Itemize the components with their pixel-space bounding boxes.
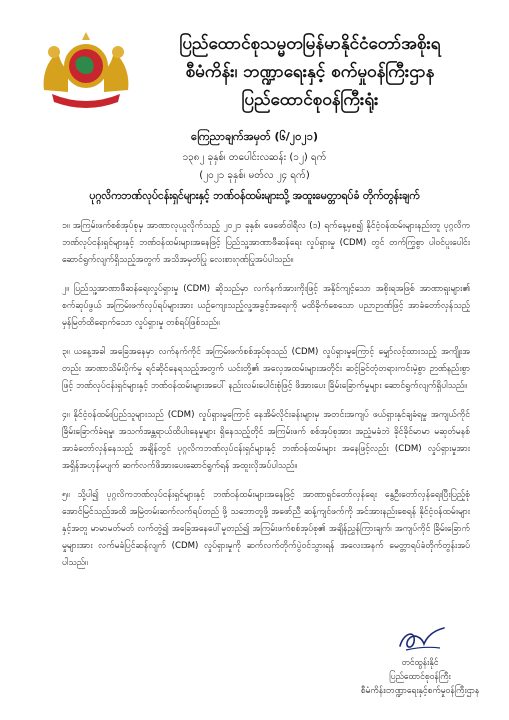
paragraph-2: ၂။ ပြည်သူ့အာဏာဖီဆန်ရေးလှုပ်ရှားမှု (CDM) ဆိုသည်မှာ လက်နက်အားကိုးဖြင့် အနိုင်ကျင့်သော အစိုးရအဖြစ် အာဏာရူးများ၏ စက်ဆုပ်ဖွယ် အကြမ်းဖက်လုပ်ရပ်များအား ယဉ်ကျေးသည့်လူ့အခွင့်အရေးကို မထိခိုက်စေသော ပညာဉာဏ်ဖြင့် အာခံတော်လှန်သည့် မှန်မြတ်ထိရောက်သော လှုပ်ရှားမှု တစ်ရပ်ဖြစ်သည်။ — [62, 284, 470, 328]
handwritten-signature — [396, 624, 448, 654]
signatory-title: ပြည်ထောင်စုဝန်ကြီး — [389, 672, 451, 682]
office-name: ပြည်ထောင်စုဝန်ကြီးရုံး — [241, 90, 379, 110]
notice-date-gregorian: (၂၀၂၁ ခုနှစ်၊ မတ်လ ၂၄ ရက်) — [199, 170, 310, 181]
notice-subject: ပုဂ္ဂလိကဘဏ်လုပ်ငန်းရှင်များနှင့် ဘဏ်ဝန်ထမ်းများသို့ အထူးမေတ္တာရပ်ခံ တိုက်တွန်းချက် — [89, 190, 420, 202]
notice-body — [62, 218, 470, 584]
signatory-ministry: စီမံကိန်း၊ဘဏ္ဍာရေးနှင့်စက်မှုဝန်ကြီးဌာန — [360, 686, 480, 696]
state-emblem-icon — [38, 30, 134, 110]
signature-block — [360, 656, 480, 698]
notice-title: ကြေညာချက်အမှတ် (၆/၂၀၂၁) — [190, 130, 318, 143]
government-name: ပြည်ထောင်စုသမ္မတမြန်မာနိုင်ငံတော်အစိုးရ — [179, 34, 441, 54]
paragraph-1: ၁။ အကြမ်းဖက်စစ်အုပ်စုမှ အာဏာလုယူလိုက်သည့် ၂၀၂၁ ခုနှစ်၊ ဖေဖော်ဝါရီလ (၁) ရက်နေ့မှစ၍ နိုင်ငံ့ဝန်ထမ်းများနည်းတူ ပုဂ္ဂလိကဘဏ်လုပ်ငန်းရှင်များနှင့် ဘဏ်ဝန်ထမ်းများအနေဖြင့် ပြည်သူ့အာဏာဖီဆန်ရေး လှုပ်ရှားမှု (CDM) တွင် တက်ကြွစွာ ပါဝင်ပူးပေါင်းဆောင်ရွက်လျက်ရှိသည့်အတွက် အသိအမှတ်ပြု လေးစားဂုဏ်ပြုအပ်ပါသည်။ — [62, 221, 470, 265]
ministry-header — [140, 30, 480, 114]
ministry-name: စီမံကိန်း၊ ဘဏ္ဍာရေးနှင့် စက်မှုဝန်ကြီးဌာန — [185, 62, 435, 82]
signatory-name: တင်ထွန်းနိုင် — [401, 658, 439, 668]
paragraph-3: ၃။ ယနေ့အခါ အခြေအနေမှာ လက်နက်ကိုင် အကြမ်းဖက်စစ်အုပ်စုသည် (CDM) လှုပ်ရှားမှုကြောင့် မျှော်လင့်ထားသည့် အကျိုးအတည်း အာဏာသိမ်းပိုက်မှု ရင်ဆိုင်နေရသည့်အတွက် ယင်းတို့၏ အလှေအထမ်းများအတိုင်း ဆင့်ခြင်တုံတရားကင်းမဲ့စွာ ဉာဏ်နည်းစွာဖြင့် ဘဏ်လုပ်ငန်းရှင်များနှင့် ဘဏ်ဝန်ထမ်းများအပေါ် နည်းလမ်းပေါင်းစုံဖြင့် ဖိအားပေး ခြိမ်းခြောက်မှုများ ဆောင်ရွက်လျက်ရှိပါသည်။ — [62, 347, 470, 391]
notice-date-myanmar: ၁၃၈၂ ခုနှစ်၊ တပေါင်းလဆန်း (၁၂) ရက် — [182, 152, 327, 163]
paragraph-5: ၅။ သို့ပါ၍ ပုဂ္ဂလိကဘဏ်လုပ်ငန်းရှင်များနှင့် ဘဏ်ဝန်ထမ်းများအနေဖြင့် အာဏာရှင်တော်လှန်ရေး နွေဦးတော်လှန်ရေးပြီးပြည့်စုံအောင်မြင်သည်အထိ အမြဲတမ်းဆက်လက်ရပ်တည် ဖို့ သဘောတူဖို့ အဖော်ညီ ဆန့်ကျင်ဖက်ကို အင်အားနည်းစေရန် နိုင်ငံ့ဝန်ထမ်းများနှင့်အတူ မာမာမတ်မတ် လက်တွဲ၍ အခြေအနေပေါ်မူတည်၍ အကြမ်းဖက်စစ်အုပ်စု၏ အချိန်ညွှန်ကြားချက်၊ အကျပ်ကိုင် ခြိမ်းခြောက်မှုများအား လက်မခံပြင်ဆန်လျက် (CDM) လှုပ်ရှားမှုကို ဆက်လက်တိုက်ပွဲဝင်သွားရန် အလေးအနက် မေတ္တာရပ်ခံတိုက်တွန်းအပ်ပါသည်။ — [62, 490, 470, 568]
paragraph-4: ၄။ နိုင်ငံ့ဝန်ထမ်းပြည်သူများသည် (CDM) လှုပ်ရှားမှုကြောင့် နေအိမ်လိုင်းခန်းများမှ အတင်းအကျပ် ဖယ်ရှားနှင်ချခံရမှု အကျယ်ကိုင်ခြိမ်းခြောက်ခံရမှု၊ အသက်အန္တရာယ်ထိပါးနေမှုများ ရှိနေသည့်တိုင် အကြမ်းဖက် စစ်အုပ်စုအား အညံ့မခံဘဲ ခိုင်ခိုင်မာမာ မဆုတ်မနစ် အာခံတော်လှန်နေသည့် အချိန်တွင် ပုဂ္ဂလိကဘဏ်လုပ်ငန်းရှင်များနှင့် ဘဏ်ဝန်ထမ်းများ အနေဖြင့်လည်း (CDM) လှုပ်ရှားမှုအား အရှိန်အဟုန်မပျက် ဆက်လက်ဖိအားပေးဆောင်ရွက်ရန် အထူးလိုအပ်ပါသည်။ — [62, 410, 470, 471]
